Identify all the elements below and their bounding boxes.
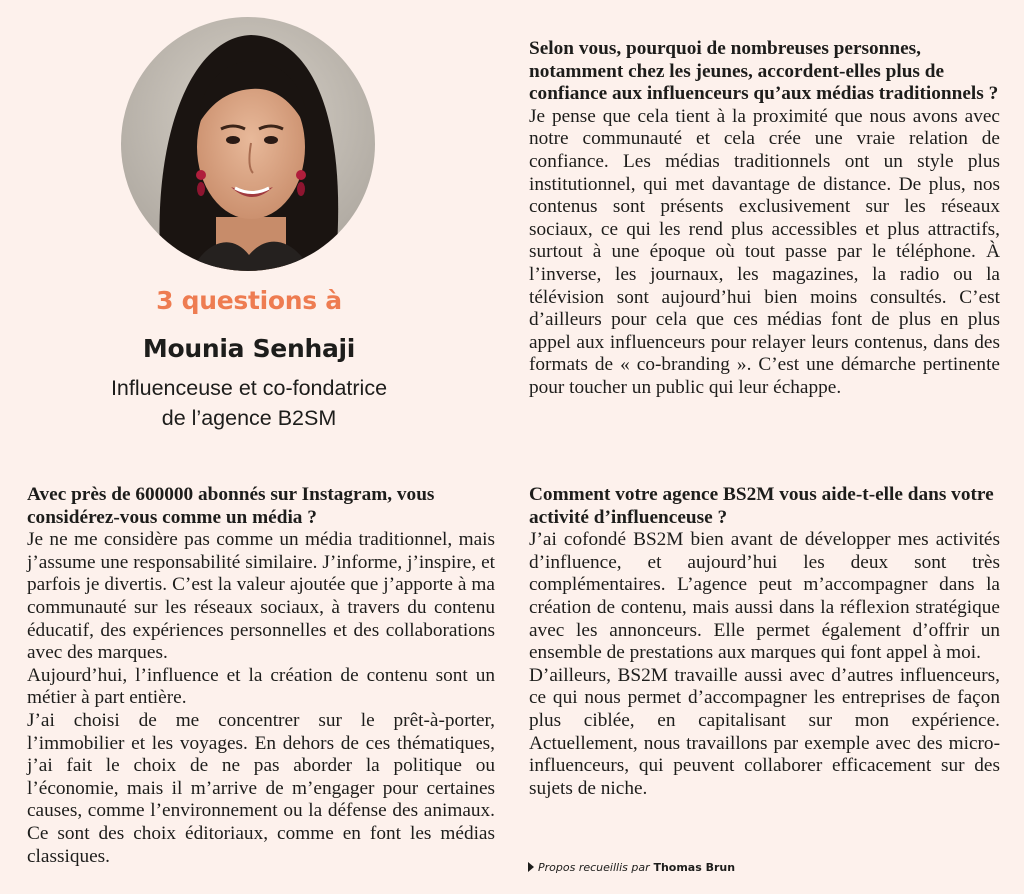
question-3-block <box>529 484 1000 800</box>
question-1-block <box>27 484 495 868</box>
interviewee-role <box>70 373 428 433</box>
interviewee-name: Mounia Senhaji <box>142 334 356 363</box>
question-2: Selon vous, pourquoi de nombreuses personnes, notamment chez les jeunes, accordent-elles plus de confiance aux influenceurs qu’aux médias traditionnels ? <box>529 38 999 105</box>
answer-1-paragraph-1: Je ne me considère pas comme un média traditionnel, mais j’assume une responsabilité similaire. J’informe, j’inspire, et parfois je divertis. C’est la valeur ajoutée que j’apporte à ma communauté sur les réseaux sociaux, à travers du contenu éducatif, des expériences personnelles et des collaborations avec des marques. <box>27 529 495 664</box>
question-1: Avec près de 600000 abonnés sur Instagram, vous considérez-vous comme un média ? <box>27 484 435 528</box>
role-line-2: de l’agence B2SM <box>161 406 337 430</box>
section-kicker: 3 questions à <box>156 286 342 315</box>
portrait-photo <box>121 17 375 271</box>
role-line-1: Influenceuse et co-fondatrice <box>110 376 388 400</box>
portrait-illustration <box>121 17 375 271</box>
bullet-triangle-icon <box>528 862 534 872</box>
question-2-block <box>529 38 1000 400</box>
question-3: Comment votre agence BS2M vous aide-t-elle dans votre activité d’influenceuse ? <box>529 484 994 528</box>
credit-lead: Propos recueillis par <box>538 861 650 874</box>
answer-3-paragraph-1: J’ai cofondé BS2M bien avant de développer mes activités d’influence, et aujourd’hui les deux sont très complémentaires. L’agence peut m’accompagner dans la création de contenu, mais aussi dans la réflexion stratégique avec les annonceurs. Elle permet également d’offrir un ensemble de prestations aux marques qui font appel à moi. <box>529 529 1000 664</box>
answer-1-paragraph-2: Aujourd’hui, l’influence et la création de contenu sont un métier à part entière. <box>27 664 495 709</box>
answer-1-paragraph-3: J’ai choisi de me concentrer sur le prêt-à-porter, l’immobilier et les voyages. En dehors de ces thématiques, j’ai fait le choix de ne pas aborder la politique ou l’économie, mais il m’arrive de m’engager pour certaines causes, comme l’environnement ou la défense des animaux. Ce sont des choix éditoriaux, comme en font les médias classiques. <box>27 709 495 867</box>
answer-2-paragraph-1: Je pense que cela tient à la proximité que nous avons avec notre communauté et cela crée une vraie relation de confiance. Les médias traditionnels ont un style plus institutionnel, qui met davantage de distance. De plus, nos contenus sont présents exclusivement sur les réseaux sociaux, ce qui les rend plus accessibles et plus attractifs, surtout à une époque où tout passe par le téléphone. À l’inverse, les journaux, les magazines, la radio ou la télévision sont aujourd’hui bien moins consultés. C’est d’ailleurs pour cela que ces médias font de plus en plus appel aux influenceurs pour relayer leurs contenus, dans des formats de « co-branding ». C’est une démarche pertinente pour toucher un public qui leur échappe. <box>529 105 1000 398</box>
interview-credit <box>528 861 735 874</box>
credit-author: Thomas Brun <box>653 861 736 874</box>
answer-3-paragraph-2: D’ailleurs, BS2M travaille aussi avec d’autres influenceurs, ce qui nous permet d’accompagner les entreprises de façon plus ciblée, en capitalisant sur mon expérience. Actuellement, nous travaillons par exemple avec des micro-influenceurs, qui peuvent collaborer efficacement sur des sujets de niche. <box>529 664 1000 799</box>
